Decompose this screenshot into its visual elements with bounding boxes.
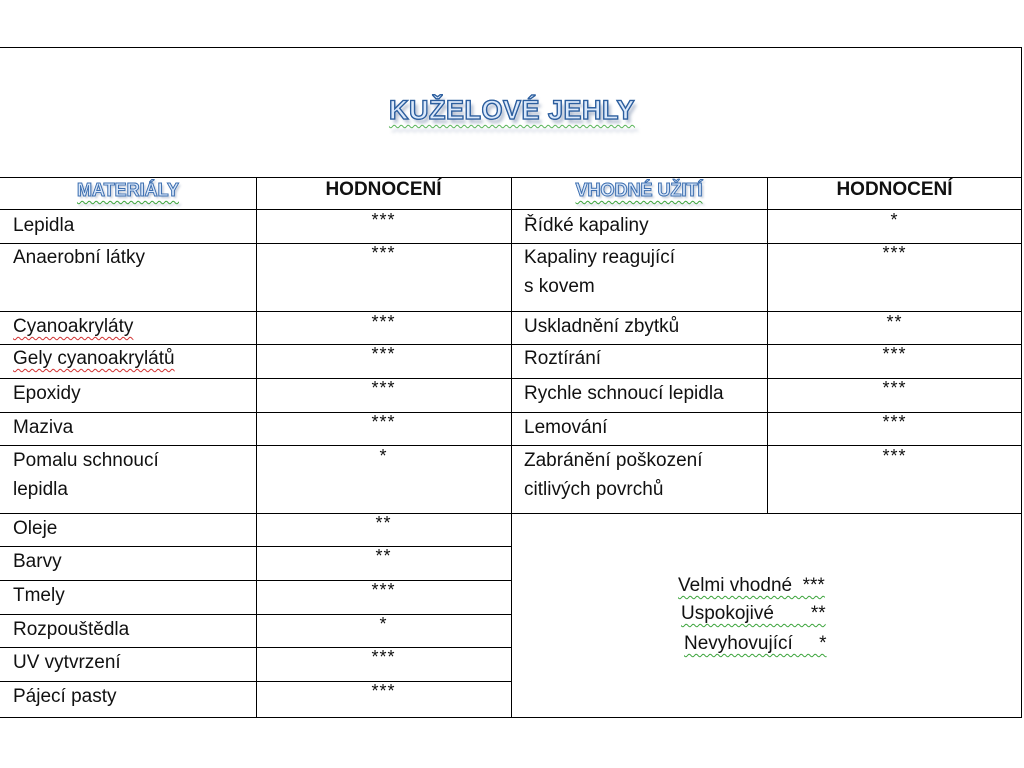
material-name: Gely cyanoakrylátů <box>13 348 175 369</box>
material-rating: *** <box>371 210 396 230</box>
material-name: lepidla <box>13 479 68 500</box>
usage-rating: ** <box>886 312 903 332</box>
column-divider <box>511 177 512 718</box>
material-name: Maziva <box>13 417 74 438</box>
usage-rating: *** <box>882 412 907 432</box>
material-name: Lepidla <box>13 215 75 236</box>
material-rating: ** <box>375 546 392 566</box>
title-area <box>0 47 1024 177</box>
material-name: Anaerobní látky <box>13 247 146 268</box>
usage-rating: *** <box>882 344 907 364</box>
material-name: Barvy <box>13 551 62 572</box>
header-rating-left: HODNOCENÍ <box>325 179 442 200</box>
material-name: Tmely <box>13 585 65 606</box>
usage-rating: *** <box>882 243 907 263</box>
material-rating: *** <box>371 647 396 667</box>
material-name: Rozpouštědla <box>13 619 130 640</box>
material-rating: *** <box>371 580 396 600</box>
legend-satisfactory: Uspokojivé ** <box>681 603 826 624</box>
header-usage: VHODNÉ UŽITÍ <box>575 180 703 200</box>
material-name: Epoxidy <box>13 383 81 404</box>
material-rating: *** <box>371 412 396 432</box>
material-name: Cyanoakryláty <box>13 316 134 337</box>
material-name: Pomalu schnoucí <box>13 450 159 471</box>
legend-very-suitable: Velmi vhodné *** <box>678 575 825 596</box>
material-rating: *** <box>371 344 396 364</box>
material-rating: *** <box>371 312 396 332</box>
usage-rating: *** <box>882 378 907 398</box>
material-rating: ** <box>375 513 392 533</box>
material-name: UV vytvrzení <box>13 652 121 673</box>
usage-name: Lemování <box>524 417 608 438</box>
page-title: KUŽELOVÉ JEHLY <box>388 95 636 125</box>
usage-name: Roztírání <box>524 348 602 369</box>
material-rating: * <box>379 446 388 466</box>
header-rating-right: HODNOCENÍ <box>836 179 953 200</box>
material-rating: * <box>379 614 388 634</box>
usage-name: s kovem <box>524 276 595 297</box>
usage-name: Řídké kapaliny <box>524 215 649 236</box>
usage-rating: * <box>890 210 899 230</box>
material-rating: *** <box>371 378 396 398</box>
material-name: Oleje <box>13 518 58 539</box>
material-rating: *** <box>371 681 396 701</box>
legend-unsuitable: Nevyhovující * <box>684 633 827 654</box>
material-name: Pájecí pasty <box>13 686 117 707</box>
usage-name: Rychle schnoucí lepidla <box>524 383 724 404</box>
usage-rating: *** <box>882 446 907 466</box>
usage-name: citlivých povrchů <box>524 479 664 500</box>
rating-table <box>0 177 1024 718</box>
usage-name: Uskladnění zbytků <box>524 316 680 337</box>
header-materials: MATERIÁLY <box>76 180 179 200</box>
usage-name: Zabránění poškození <box>524 450 703 471</box>
usage-name: Kapaliny reagující <box>524 247 676 268</box>
material-rating: *** <box>371 243 396 263</box>
